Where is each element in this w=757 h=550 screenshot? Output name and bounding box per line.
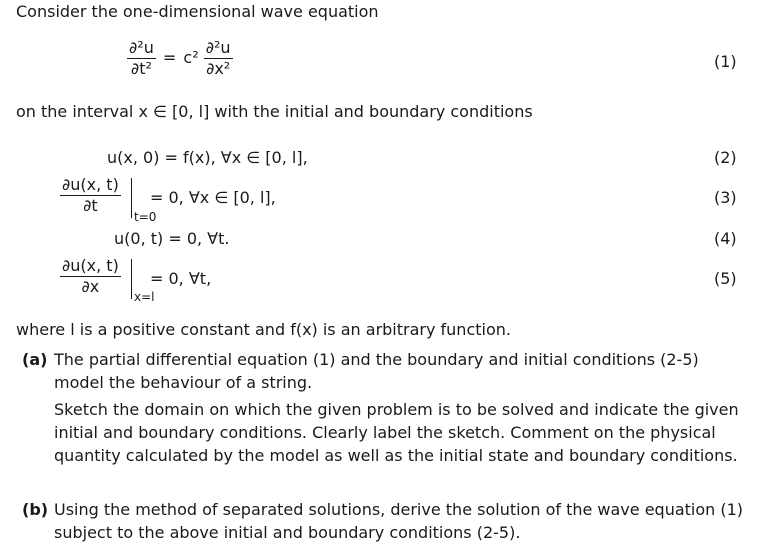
eq1-lhs-denominator: ∂t²: [130, 59, 152, 78]
eq2-number: (2): [714, 148, 737, 167]
eq5-rhs: = 0, ∀t,: [150, 269, 212, 288]
part-a-label: (a): [22, 350, 48, 369]
part-b-paragraph-1: Using the method of separated solutions, derive the solution of the wave equation (1) subject to the above initial and boundary conditions (2-5).: [54, 500, 744, 542]
eq1-rhs-numerator: ∂²u: [205, 38, 231, 57]
eq1-lhs-numerator: ∂²u: [129, 38, 154, 57]
equation-1: [127, 38, 233, 79]
intro-text: Consider the one-dimensional wave equation: [16, 2, 379, 21]
eq5-numerator: ∂u(x, t): [62, 256, 119, 275]
equation-5: [60, 256, 121, 306]
eq5-denominator: ∂x: [81, 277, 100, 296]
equation-4: u(0, t) = 0, ∀t.: [114, 229, 230, 248]
equation-3: [60, 175, 121, 225]
eq5-subscript: x=l: [134, 290, 155, 304]
where-text: where l is a positive constant and f(x) is an arbitrary function.: [16, 320, 511, 339]
eq5-number: (5): [714, 269, 737, 288]
part-b-label: (b): [22, 500, 49, 519]
eq1-coefficient: c²: [183, 48, 199, 67]
part-a-paragraph-1: The partial differential equation (1) and the boundary and initial conditions (2-5) model the behaviour of a string.: [54, 350, 699, 392]
eq3-number: (3): [714, 188, 737, 207]
equation-2: u(x, 0) = f(x), ∀x ∈ [0, l],: [107, 148, 308, 167]
eq3-denominator: ∂t: [83, 196, 98, 215]
eq3-subscript: t=0: [134, 210, 157, 224]
eq3-rhs: = 0, ∀x ∈ [0, l],: [150, 188, 276, 207]
eq1-rhs-denominator: ∂x²: [206, 59, 231, 78]
eq4-number: (4): [714, 229, 737, 248]
eq3-evaluation-bar: [131, 178, 132, 218]
eq3-numerator: ∂u(x, t): [62, 175, 119, 194]
part-a-paragraph-2: Sketch the domain on which the given problem is to be solved and indicate the given initial and boundary conditions. Clearly label the sketch. Comment on the physical quantity calculated by the model as well as the initial state and boundary conditions.: [54, 400, 739, 465]
interval-text: on the interval x ∈ [0, l] with the initial and boundary conditions: [16, 102, 533, 121]
eq1-equals: =: [162, 48, 177, 67]
eq5-evaluation-bar: [131, 259, 132, 299]
eq1-number: (1): [714, 52, 737, 71]
